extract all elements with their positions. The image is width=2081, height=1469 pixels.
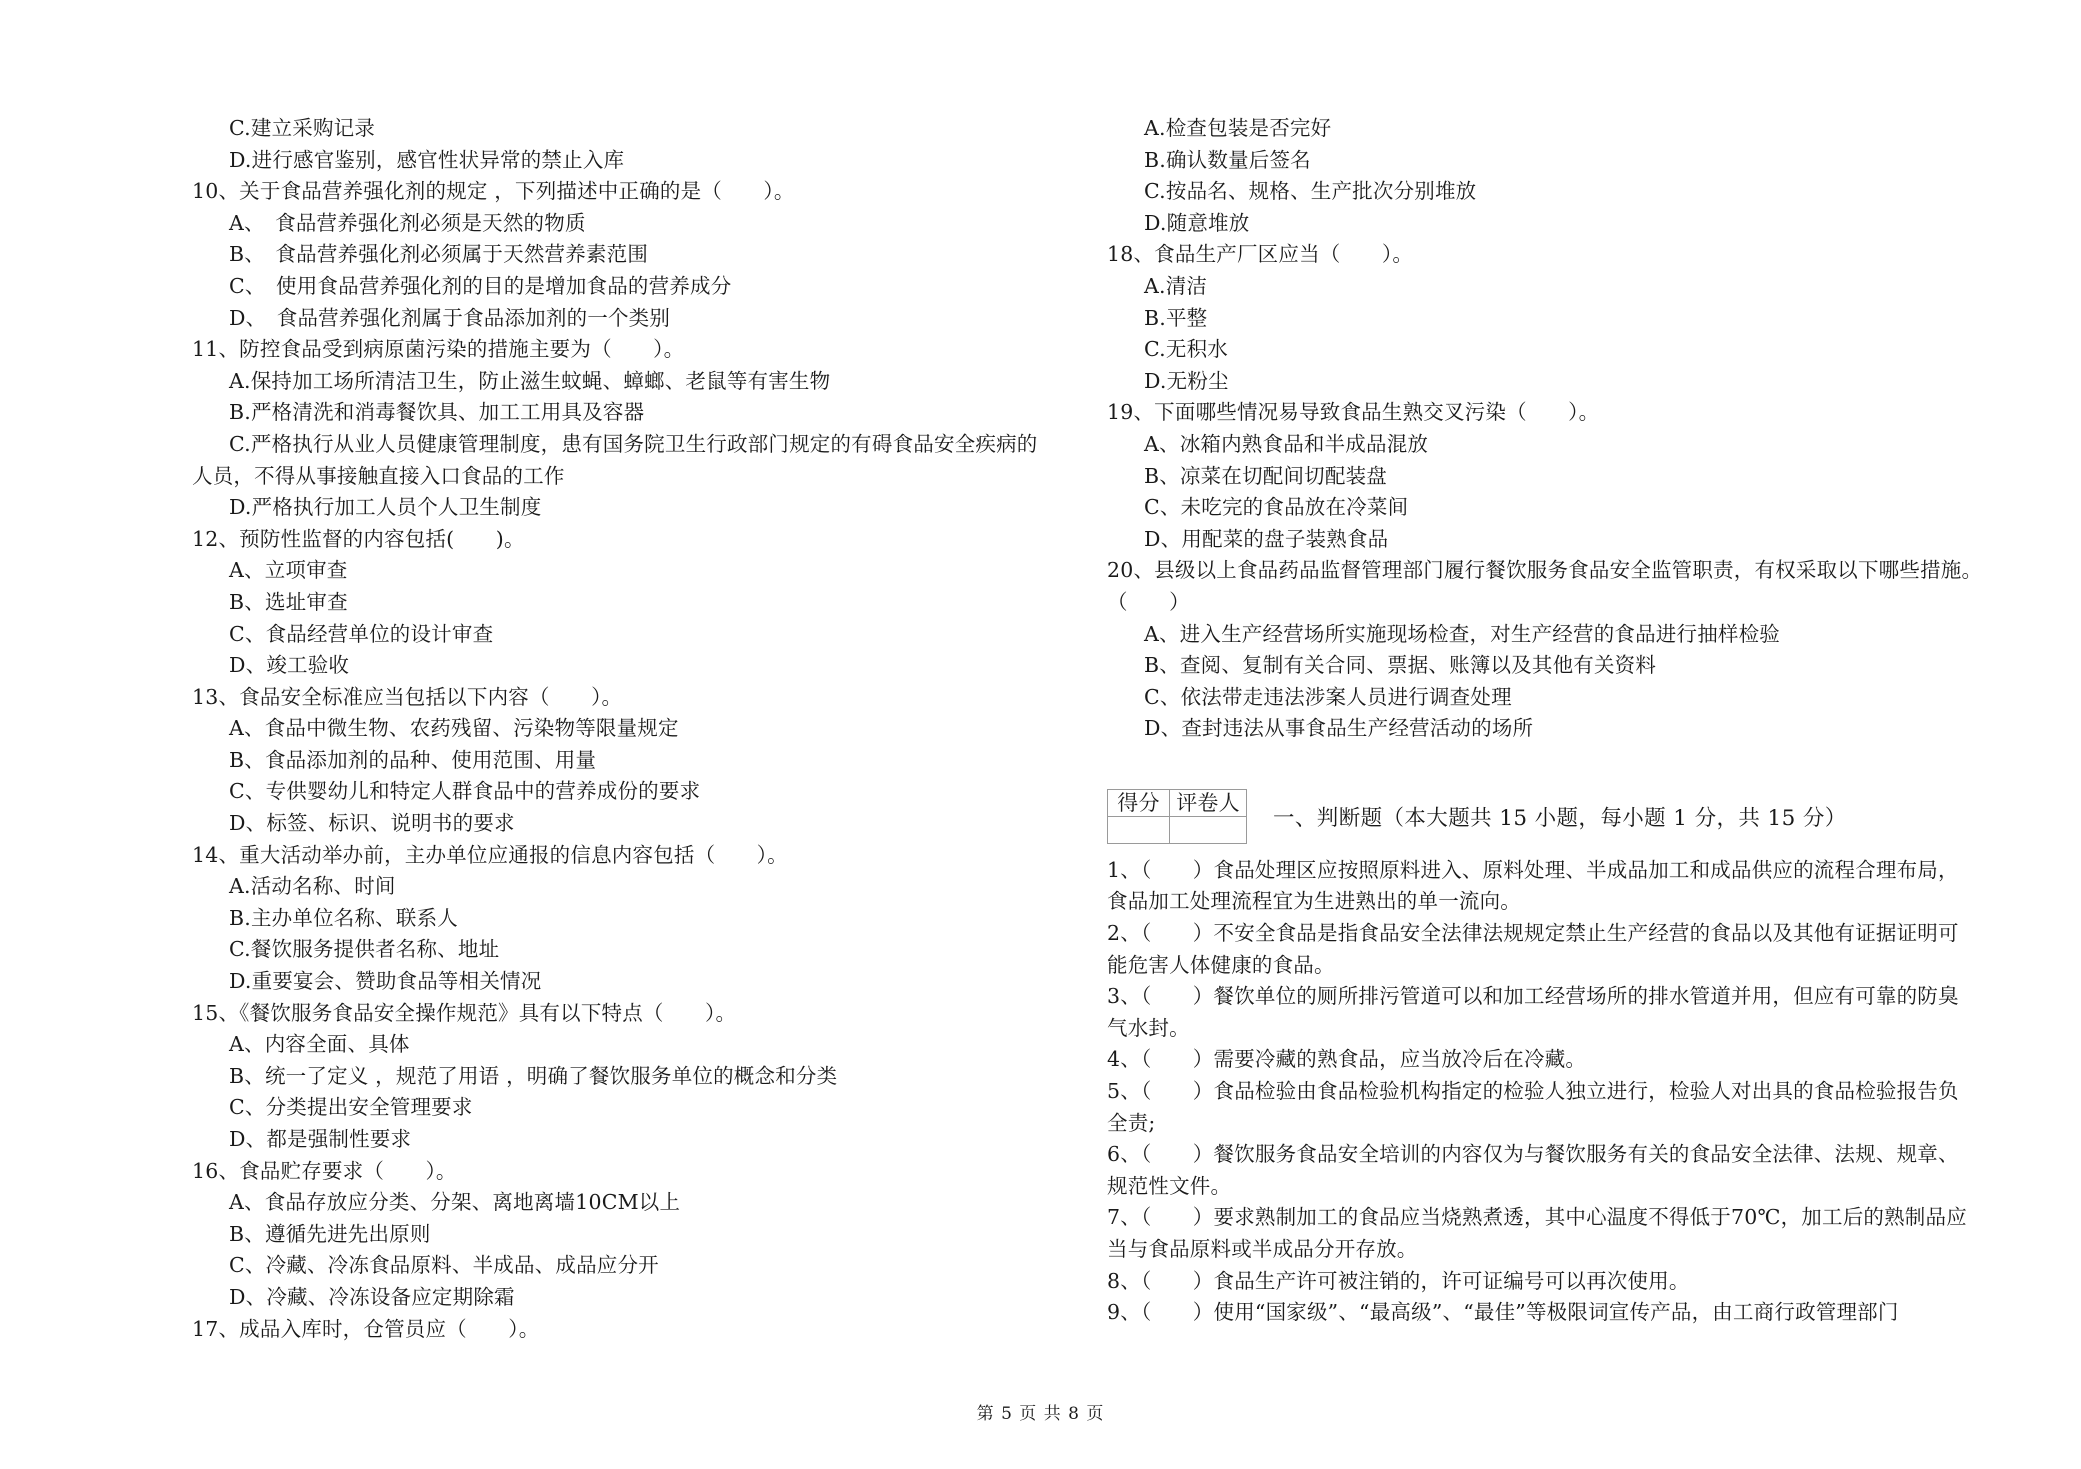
option-line: B.主办单位名称、联系人 xyxy=(229,905,458,930)
option-line: B、选址审查 xyxy=(229,589,348,614)
continuation-line: 当与食品原料或半成品分开存放。 xyxy=(1107,1237,1418,1261)
option-line: D、都是强制性要求 xyxy=(229,1127,412,1151)
option-line: B、遵循先进先出原则 xyxy=(229,1221,431,1246)
option-line: B、凉菜在切配间切配装盘 xyxy=(1144,463,1387,488)
option-line: D、竣工验收 xyxy=(229,653,350,678)
option-line: A、内容全面、具体 xyxy=(229,1032,410,1057)
option-line: D.随意堆放 xyxy=(1144,210,1250,235)
question-line: 8、（ ）食品生产许可被注销的，许可证编号可以再次使用。 xyxy=(1107,1268,1690,1293)
question-line: 16、食品贮存要求（ ）。 xyxy=(192,1158,457,1183)
question-line: 9、（ ）使用“国家级”、“最高级”、“最佳”等极限词宣传产品，由工商行政管理部门 xyxy=(1107,1300,1899,1325)
option-line: B、 食品营养强化剂必须属于天然营养素范围 xyxy=(229,242,649,267)
option-line: C、冷藏、冷冻食品原料、半成品、成品应分开 xyxy=(229,1253,659,1278)
option-line: A、进入生产经营场所实施现场检查，对生产经营的食品进行抽样检验 xyxy=(1144,621,1781,646)
option-line: A.活动名称、时间 xyxy=(229,874,396,899)
option-line: C、食品经营单位的设计审查 xyxy=(229,621,494,646)
option-line: C.严格执行从业人员健康管理制度，患有国务院卫生行政部门规定的有碍食品安全疾病的 xyxy=(229,431,1038,456)
reviewer-header: 评卷人 xyxy=(1170,789,1247,816)
question-line: 20、县级以上食品药品监督管理部门履行餐饮服务食品安全监管职责，有权采取以下哪些措施。 xyxy=(1107,558,1983,583)
option-line: D、标签、标识、说明书的要求 xyxy=(229,811,515,836)
score-block xyxy=(1107,789,1997,851)
continuation-line: （ ） xyxy=(1107,589,1190,614)
true-false-questions xyxy=(1107,855,1997,1329)
option-line: B.确认数量后签名 xyxy=(1144,147,1311,172)
option-line: A、冰箱内熟食品和半成品混放 xyxy=(1144,431,1429,456)
question-line: 11、防控食品受到病原菌污染的措施主要为（ ）。 xyxy=(192,337,685,362)
option-line: D.进行感官鉴别，感官性状异常的禁止入库 xyxy=(229,147,625,172)
option-line: D、查封违法从事食品生产经营活动的场所 xyxy=(1144,716,1534,741)
question-line: 2、（ ）不安全食品是指食品安全法律法规规定禁止生产经营的食品以及其他有证据证明可 xyxy=(1107,921,1959,946)
option-line: B、统一了定义 ，规范了用语 ，明确了餐饮服务单位的概念和分类 xyxy=(229,1063,838,1088)
question-line: 4、（ ）需要冷藏的熟食品，应当放冷后在冷藏。 xyxy=(1107,1047,1587,1072)
question-line: 15、《餐饮服务食品安全操作规范》具有以下特点（ ）。 xyxy=(192,1000,737,1025)
option-line: A.检查包装是否完好 xyxy=(1144,116,1332,140)
section-title: 一、判断题（本大题共 15 小题，每小题 1 分，共 15 分） xyxy=(1273,805,1847,831)
option-line: A、 食品营养强化剂必须是天然的物质 xyxy=(229,210,586,235)
question-line: 17、成品入库时，仓管员应（ ）。 xyxy=(192,1316,540,1341)
option-line: A.清洁 xyxy=(1144,273,1208,298)
option-line: D、用配菜的盘子装熟食品 xyxy=(1144,526,1389,551)
question-line: 18、食品生产厂区应当（ ）。 xyxy=(1107,242,1414,267)
option-line: B、查阅、复制有关合同、票据、账簿以及其他有关资料 xyxy=(1144,653,1657,678)
question-line: 19、下面哪些情况易导致食品生熟交叉污染（ ）。 xyxy=(1107,400,1600,425)
question-line: 7、（ ）要求熟制加工的食品应当烧熟煮透，其中心温度不得低于70℃，加工后的熟制品应 xyxy=(1107,1205,1967,1230)
option-line: A.保持加工场所清洁卫生，防止滋生蚊蝇、蟑螂、老鼠等有害生物 xyxy=(229,368,831,393)
option-line: C、未吃完的食品放在冷菜间 xyxy=(1144,495,1409,520)
score-table xyxy=(1107,789,1247,844)
option-line: B、食品添加剂的品种、使用范围、用量 xyxy=(229,747,597,772)
option-line: D.严格执行加工人员个人卫生制度 xyxy=(229,495,542,520)
score-header: 得分 xyxy=(1108,789,1170,816)
continuation-line: 人员，不得从事接触直接入口食品的工作 xyxy=(192,463,565,488)
left-column xyxy=(192,113,1092,1345)
option-line: C、分类提出安全管理要求 xyxy=(229,1095,473,1120)
question-line: 12、预防性监督的内容包括( )。 xyxy=(192,526,525,551)
option-line: D、冷藏、冷冻设备应定期除霜 xyxy=(229,1284,515,1309)
page-footer: 第 5 页 共 8 页 xyxy=(976,1404,1105,1424)
score-cell xyxy=(1108,816,1170,843)
question-line: 5、（ ）食品检验由食品检验机构指定的检验人独立进行，检验人对出具的食品检验报告负 xyxy=(1107,1079,1959,1104)
option-line: C、专供婴幼儿和特定人群食品中的营养成份的要求 xyxy=(229,779,701,804)
question-line: 13、食品安全标准应当包括以下内容（ ）。 xyxy=(192,684,623,709)
option-line: D.重要宴会、赞助食品等相关情况 xyxy=(229,969,542,994)
continuation-line: 气水封。 xyxy=(1107,1015,1190,1040)
option-line: C.建立采购记录 xyxy=(229,116,376,140)
option-line: D.无粉尘 xyxy=(1144,368,1229,393)
right-column-questions xyxy=(1107,113,1997,745)
option-line: A、食品存放应分类、分架、离地离墙10CM以上 xyxy=(229,1190,681,1215)
option-line: C.按品名、规格、生产批次分别堆放 xyxy=(1144,179,1477,204)
continuation-line: 食品加工处理流程宜为生进熟出的单一流向。 xyxy=(1107,889,1521,914)
continuation-line: 规范性文件。 xyxy=(1107,1173,1232,1198)
question-line: 3、（ ）餐饮单位的厕所排污管道可以和加工经营场所的排水管道并用，但应有可靠的防臭 xyxy=(1107,984,1959,1009)
option-line: B.平整 xyxy=(1144,305,1208,330)
continuation-line: 全责; xyxy=(1107,1110,1156,1135)
option-line: A、立项审查 xyxy=(229,558,348,583)
option-line: D、 食品营养强化剂属于食品添加剂的一个类别 xyxy=(229,305,671,330)
option-line: B.严格清洗和消毒餐饮具、加工工用具及容器 xyxy=(229,400,645,425)
question-line: 1、（ ）食品处理区应按照原料进入、原料处理、半成品加工和成品供应的流程合理布局， xyxy=(1107,857,1959,882)
option-line: A、食品中微生物、农药残留、污染物等限量规定 xyxy=(229,716,679,741)
option-line: C.无积水 xyxy=(1144,337,1228,362)
question-line: 10、关于食品营养强化剂的规定 ，下列描述中正确的是（ ）。 xyxy=(192,179,795,204)
question-line: 14、重大活动举办前，主办单位应通报的信息内容包括（ ）。 xyxy=(192,842,788,867)
option-line: C.餐饮服务提供者名称、地址 xyxy=(229,937,500,962)
continuation-line: 能危害人体健康的食品。 xyxy=(1107,952,1335,977)
right-column xyxy=(1107,113,1997,1329)
option-line: C、 使用食品营养强化剂的目的是增加食品的营养成分 xyxy=(229,273,732,298)
reviewer-cell xyxy=(1170,816,1247,843)
option-line: C、依法带走违法涉案人员进行调查处理 xyxy=(1144,684,1512,709)
question-line: 6、（ ）餐饮服务食品安全培训的内容仅为与餐饮服务有关的食品安全法律、法规、规章、 xyxy=(1107,1142,1959,1167)
